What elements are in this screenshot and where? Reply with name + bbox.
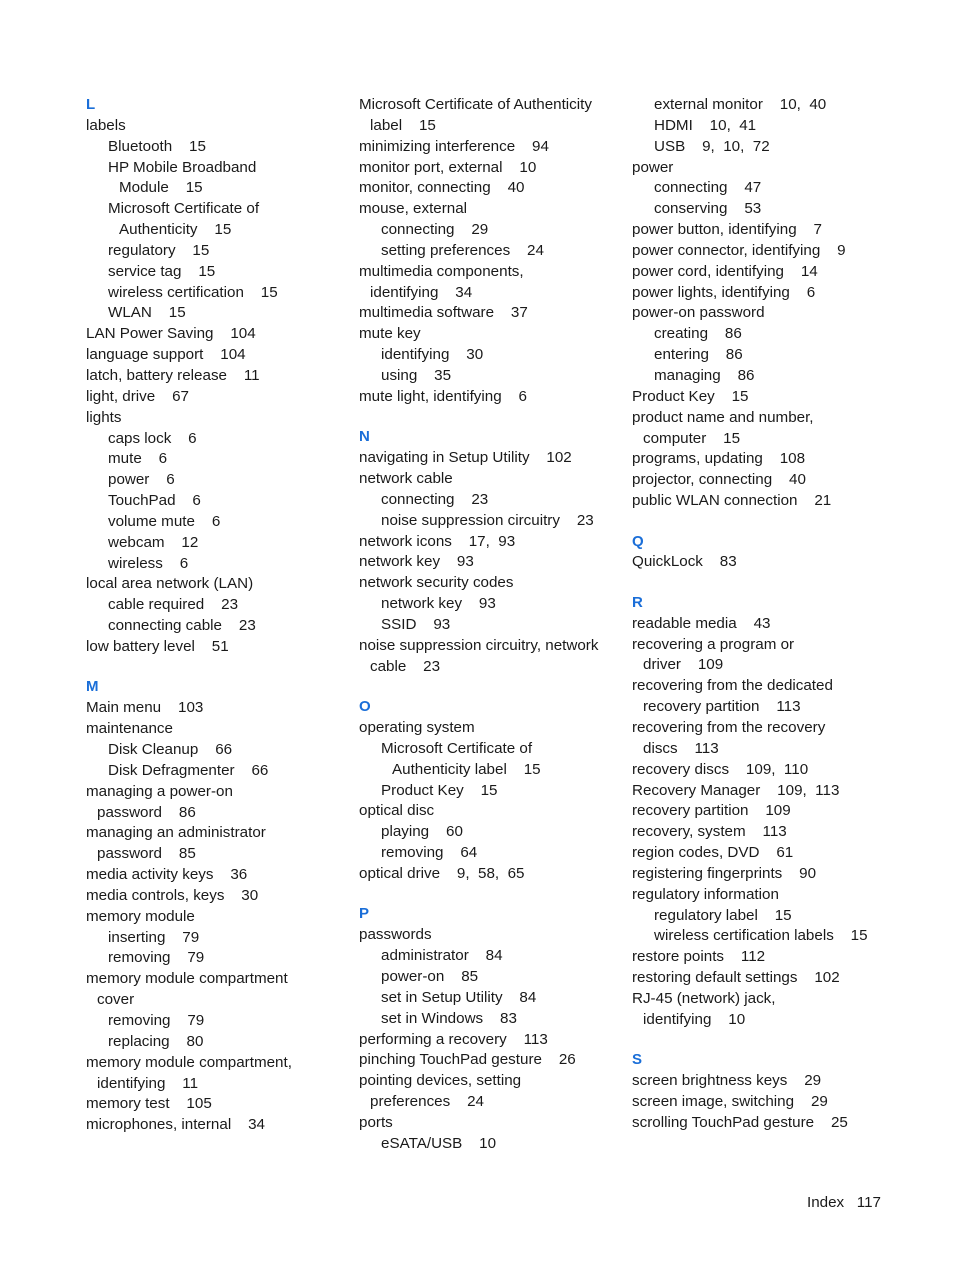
index-entry: projector, connecting 40 xyxy=(632,471,806,489)
index-subentry: managing 86 xyxy=(654,366,755,384)
index-subentry: caps lock 6 xyxy=(108,429,197,447)
index-subentry: creating 86 xyxy=(654,325,742,343)
index-entry: LAN Power Saving 104 xyxy=(86,325,256,343)
index-subentry: noise suppression circuitry 23 xyxy=(381,511,594,529)
index-entry: media activity keys 36 xyxy=(86,866,248,884)
index-entry: maintenance xyxy=(86,720,173,738)
index-entry: microphones, internal 34 xyxy=(86,1116,265,1134)
index-column-1 xyxy=(86,95,346,1136)
index-entry: power connector, identifying 9 xyxy=(632,241,846,259)
index-subentry: administrator 84 xyxy=(381,947,503,965)
index-column-3 xyxy=(632,95,892,1134)
index-subentry: inserting 79 xyxy=(108,928,200,946)
index-entry: recovering from the dedicated xyxy=(632,677,833,695)
index-subentry: setting preferences 24 xyxy=(381,241,544,259)
index-subentry: cable required 23 xyxy=(108,596,239,614)
index-subentry: Disk Cleanup 66 xyxy=(108,741,233,758)
page-footer: Index 117 xyxy=(806,1194,881,1211)
index-subentry: mute 6 xyxy=(108,450,168,468)
index-entry: product name and number, xyxy=(632,408,814,426)
index-subentry: conserving 53 xyxy=(654,200,762,218)
index-subentry: Product Key 15 xyxy=(381,781,498,799)
index-entry: monitor port, external 10 xyxy=(359,158,537,176)
index-subentry: HP Mobile Broadband xyxy=(108,158,257,176)
index-entry: region codes, DVD 61 xyxy=(632,844,794,862)
index-entry: multimedia components, xyxy=(359,262,524,280)
index-subentry: Disk Defragmenter 66 xyxy=(108,761,269,779)
index-entry: lights xyxy=(86,408,122,426)
index-subentry: replacing 80 xyxy=(108,1032,204,1050)
index-column-2 xyxy=(359,95,619,1155)
index-subentry: identifying 11 xyxy=(97,1074,199,1092)
index-subentry: label 15 xyxy=(370,116,436,134)
index-entry: Main menu 103 xyxy=(86,699,204,717)
index-entry: power xyxy=(632,158,674,176)
index-entry: power cord, identifying 14 xyxy=(632,262,818,280)
index-subentry: cable 23 xyxy=(370,657,441,675)
index-subentry: connecting 47 xyxy=(654,179,762,197)
index-entry: mouse, external xyxy=(359,200,468,218)
index-subentry: Authenticity label 15 xyxy=(392,760,541,778)
index-subentry: service tag 15 xyxy=(108,262,216,280)
index-entry: local area network (LAN) xyxy=(86,575,254,593)
index-subentry: Module 15 xyxy=(119,179,203,197)
index-subentry: WLAN 15 xyxy=(108,304,186,322)
index-entry: power-on password xyxy=(632,304,765,322)
index-subentry: computer 15 xyxy=(643,429,741,447)
index-entry: RJ-45 (network) jack, xyxy=(632,989,776,1007)
index-subentry: removing 64 xyxy=(381,844,478,862)
index-entry: pinching TouchPad gesture 26 xyxy=(359,1051,576,1069)
index-subentry: discs 113 xyxy=(643,739,719,757)
index-entry: restoring default settings 102 xyxy=(632,969,840,987)
index-entry: network cable xyxy=(359,470,453,488)
index-entry: memory test 105 xyxy=(86,1095,212,1113)
index-subentry: webcam 12 xyxy=(108,533,199,551)
index-subentry: wireless certification 15 xyxy=(108,283,278,301)
index-entry: restore points 112 xyxy=(632,948,766,966)
index-subentry: Authenticity 15 xyxy=(119,221,232,239)
index-entry: mute key xyxy=(359,325,421,343)
index-entry: programs, updating 108 xyxy=(632,450,806,468)
index-subentry: connecting 29 xyxy=(381,221,489,239)
index-entry: memory module compartment, xyxy=(86,1053,292,1071)
index-subentry: HDMI 10, 41 xyxy=(654,116,757,134)
index-entry: registering fingerprints 90 xyxy=(632,864,817,882)
index-letter-heading: O xyxy=(359,698,371,716)
index-entry: optical drive 9, 58, 65 xyxy=(359,864,525,882)
index-subentry: using 35 xyxy=(381,366,452,384)
index-entry: memory module compartment xyxy=(86,970,288,988)
index-letter-heading: Q xyxy=(632,532,644,550)
index-entry: recovery discs 109, 110 xyxy=(632,760,809,778)
index-entry: recovering from the recovery xyxy=(632,719,826,736)
index-subentry: removing 79 xyxy=(108,949,205,967)
index-subentry: set in Windows 83 xyxy=(381,1009,517,1027)
index-subentry: regulatory 15 xyxy=(108,241,210,259)
index-entry: multimedia software 37 xyxy=(359,304,528,322)
index-subentry: power-on 85 xyxy=(381,967,479,985)
index-entry: recovery, system 113 xyxy=(632,823,787,841)
index-letter-heading: R xyxy=(632,593,643,611)
index-subentry: power 6 xyxy=(108,471,175,489)
index-letter-heading: M xyxy=(86,678,99,696)
index-subentry: external monitor 10, 40 xyxy=(654,96,827,113)
index-entry: performing a recovery 113 xyxy=(359,1030,548,1048)
index-subentry: USB 9, 10, 72 xyxy=(654,137,770,155)
index-subentry: recovery partition 113 xyxy=(643,698,801,716)
index-entry: power button, identifying 7 xyxy=(632,221,822,239)
index-entry: recovery partition 109 xyxy=(632,802,791,820)
index-subentry: identifying 10 xyxy=(643,1010,746,1028)
index-entry: Recovery Manager 109, 113 xyxy=(632,781,840,799)
index-subentry: Bluetooth 15 xyxy=(108,137,206,155)
index-entry: scrolling TouchPad gesture 25 xyxy=(632,1113,848,1131)
index-subentry: password 86 xyxy=(97,803,196,821)
index-subentry: set in Setup Utility 84 xyxy=(381,988,537,1006)
index-entry: Microsoft Certificate of Authenticity xyxy=(359,96,592,113)
index-entry: network key 93 xyxy=(359,553,474,571)
index-entry: mute light, identifying 6 xyxy=(359,387,527,405)
index-entry: readable media 43 xyxy=(632,614,771,632)
index-entry: language support 104 xyxy=(86,346,246,364)
index-entry: media controls, keys 30 xyxy=(86,886,259,904)
index-entry: light, drive 67 xyxy=(86,387,189,405)
index-entry: passwords xyxy=(359,926,432,944)
index-subentry: wireless certification labels 15 xyxy=(654,927,868,945)
index-subentry: identifying 34 xyxy=(370,283,473,301)
index-entry: low battery level 51 xyxy=(86,637,229,655)
index-subentry: eSATA/USB 10 xyxy=(381,1134,497,1152)
index-subentry: cover xyxy=(97,991,135,1009)
index-subentry: volume mute 6 xyxy=(108,512,221,530)
index-subentry: wireless 6 xyxy=(108,554,189,572)
index-subentry: identifying 30 xyxy=(381,346,484,364)
index-entry: Product Key 15 xyxy=(632,387,749,405)
index-entry: minimizing interference 94 xyxy=(359,137,549,155)
index-subentry: regulatory label 15 xyxy=(654,906,792,924)
index-entry: pointing devices, setting xyxy=(359,1072,522,1090)
index-subentry: Microsoft Certificate of xyxy=(108,200,260,218)
index-subentry: entering 86 xyxy=(654,346,743,364)
index-subentry: preferences 24 xyxy=(370,1093,484,1111)
index-entry: managing an administrator xyxy=(86,824,266,842)
index-letter-heading: L xyxy=(86,96,96,113)
index-entry: network security codes xyxy=(359,574,514,592)
index-subentry: driver 109 xyxy=(643,656,724,674)
index-entry: regulatory information xyxy=(632,885,779,903)
index-letter-heading: P xyxy=(359,905,370,923)
index-subentry: removing 79 xyxy=(108,1011,205,1029)
index-entry: recovering a program or xyxy=(632,635,795,653)
index-entry: power lights, identifying 6 xyxy=(632,283,816,301)
index-subentry: Microsoft Certificate of xyxy=(381,739,533,757)
index-subentry: connecting cable 23 xyxy=(108,617,256,635)
index-entry: navigating in Setup Utility 102 xyxy=(359,449,572,467)
index-entry: optical disc xyxy=(359,802,435,820)
index-subentry: playing 60 xyxy=(381,823,463,841)
index-entry: noise suppression circuitry, network xyxy=(359,636,599,654)
index-subentry: connecting 23 xyxy=(381,490,489,508)
index-entry: managing a power-on xyxy=(86,782,233,800)
index-entry: QuickLock 83 xyxy=(632,553,737,571)
index-entry: operating system xyxy=(359,719,475,736)
index-subentry: network key 93 xyxy=(381,595,496,613)
index-subentry: TouchPad 6 xyxy=(108,492,201,510)
index-entry: labels xyxy=(86,116,126,134)
index-entry: ports xyxy=(359,1113,393,1131)
index-entry: screen brightness keys 29 xyxy=(632,1072,822,1090)
index-entry: latch, battery release 11 xyxy=(86,366,260,384)
index-entry: monitor, connecting 40 xyxy=(359,179,525,197)
index-entry: network icons 17, 93 xyxy=(359,532,516,550)
index-letter-heading: S xyxy=(632,1051,643,1069)
index-subentry: SSID 93 xyxy=(381,615,451,633)
index-letter-heading: N xyxy=(359,428,370,446)
index-entry: screen image, switching 29 xyxy=(632,1093,828,1111)
index-entry: public WLAN connection 21 xyxy=(632,492,832,510)
index-subentry: password 85 xyxy=(97,845,196,863)
index-entry: memory module xyxy=(86,907,195,925)
